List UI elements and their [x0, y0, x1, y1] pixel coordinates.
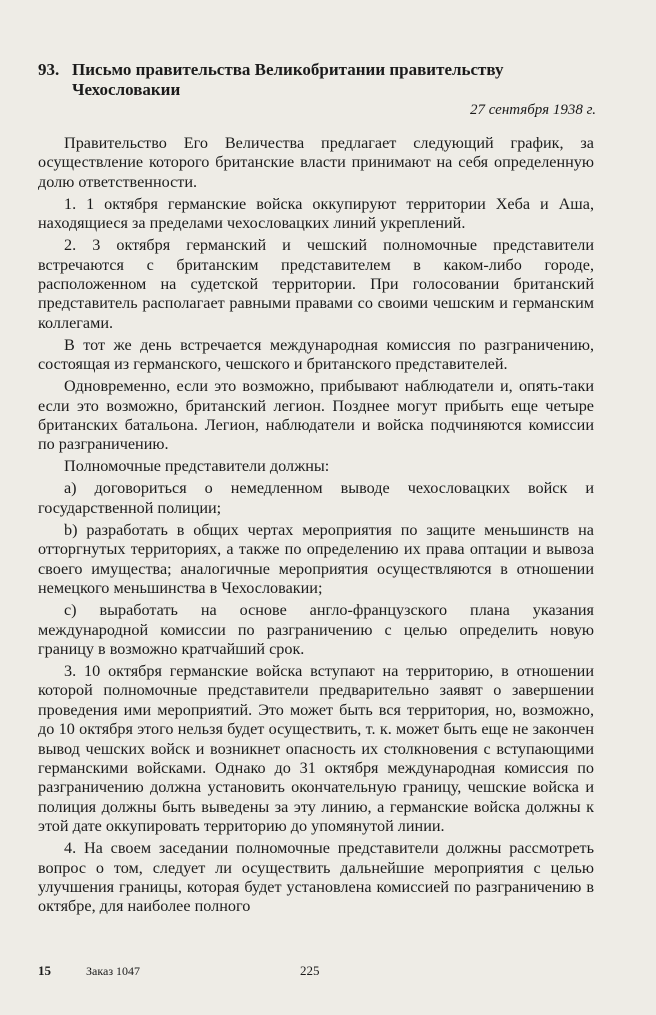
paragraph-point-4: 4. На своем заседании полномочные представители должны рассмотреть вопрос о том, следует ли осуществить дальнейшие мероприятия с целью улучшения границы, которая будет установлена комиссией по разграничению в октябре, для наиболее полного [38, 839, 594, 916]
paragraph-point-2: 2. 3 октября германский и чешский полномочные представители встречаются с британским представителем в каком-либо городе, расположенном на судетской территории. При голосовании британский представитель располагает равными правами со своими чешским и германским коллегами. [38, 236, 594, 332]
paragraph-point-1: 1. 1 октября германские войска оккупируют территории Хеба и Аша, находящиеся за пределами чехословацких линий укреплений. [38, 194, 594, 233]
paragraph-intro: Правительство Его Величества предлагает следующий график, за осуществление которого британские власти принимают на себя определенную долю ответственности. [38, 134, 594, 191]
paragraph-observers: Одновременно, если это возможно, прибывают наблюдатели и, опять-таки если это возможно, британский легион. Позднее могут прибыть еще четыре британских батальона. Легион, наблюдатели и войска подчиняются комиссии по разграничению. [38, 377, 594, 454]
title-line-2: Чехословакии [72, 80, 181, 99]
printer-signature: 15 [38, 963, 51, 978]
page-number: 225 [300, 963, 320, 978]
document-number: 93. [38, 60, 60, 79]
paragraph-duty-b: b) разработать в общих чертах мероприятия по защите меньшинств на отторгнутых территориях, а также по определению их права оптации и вывоза своего имущества; аналогичные мероприятия осуществляются в отношении немецкого меньшинства в Чехословакии; [38, 520, 594, 598]
paragraph-duties: Полномочные представители должны: [64, 457, 330, 476]
document-title [38, 60, 598, 100]
paragraph-point-3: 3. 10 октября германские войска вступают на территорию, в отношении которой полномочные представители предварительно заявят о завершении проведения ими мероприятий. Это может быть вся территория, но, возможно, до 10 октября этого нельзя будет осуществить, т. к. может быть еще не закончен вывод чешских войск и возникнет опасность их столкновения с вступающими германскими войсками. Однако до 31 октября международная комиссия по разграничению должна установить окончательную границу, чешские войска и полиция должны быть выведены за эту линию, а германские войска должны к этой дате оккупировать территорию до упомянутой линии. [38, 661, 594, 836]
document-date: 27 сентября 1938 г. [469, 102, 596, 118]
title-text-1: Письмо правительства Великобритании правительству [72, 60, 504, 79]
paragraph-commission: В тот же день встречается международная комиссия по разграничению, состоящая из германского, чешского и британского представителей. [38, 335, 594, 374]
paragraph-duty-a: а) договориться о немедленном выводе чехословацких войск и государственной полиции; [38, 479, 594, 517]
document-body [38, 134, 594, 919]
title-line-1 [38, 60, 598, 80]
paragraph-duty-c: с) выработать на основе англо-французского плана указания международной комиссии по разграничению с целью определить новую границу в возможно кратчайший срок. [38, 601, 594, 658]
print-order: Заказ 1047 [86, 964, 141, 978]
